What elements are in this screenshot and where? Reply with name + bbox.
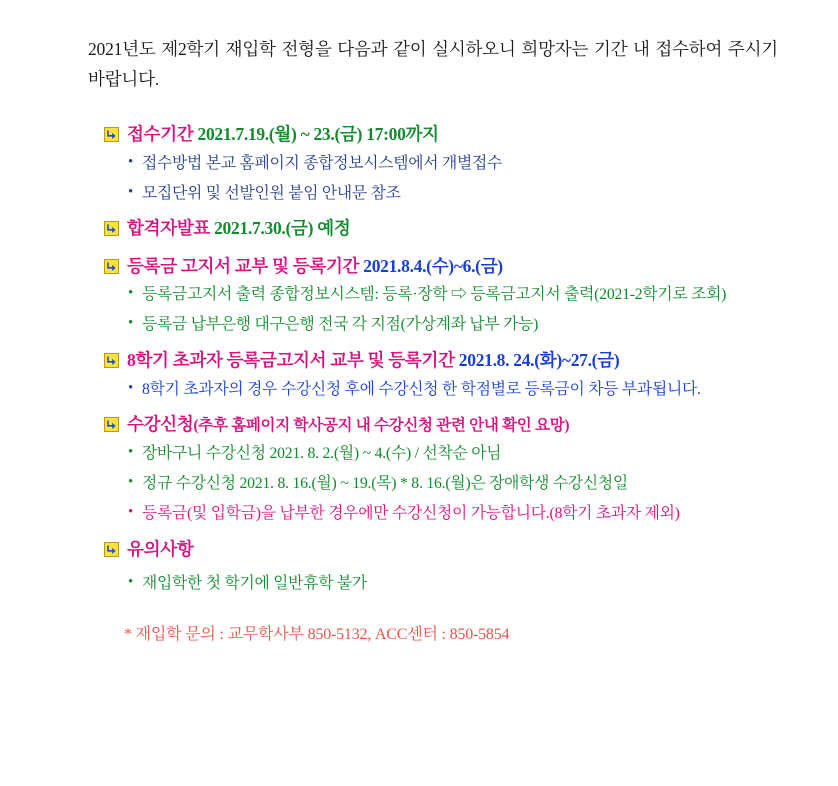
list-item: • 모집단위 및 선발인원 붙임 안내문 참조 <box>128 182 778 207</box>
section-heading-text <box>127 412 569 437</box>
heading-segment: 8학기 초과자 등록금고지서 교부 및 등록기간 <box>127 350 459 371</box>
arrow-down-right-icon <box>104 221 119 236</box>
list-item: • 등록금고지서 출력 종합정보시스템: 등록·장학 ⇨ 등록금고지서 출력(2021-2학기로 조회) <box>128 283 778 308</box>
list-item: • 재입학한 첫 학기에 일반휴학 불가 <box>128 572 778 597</box>
list-item: • 정규 수강신청 2021. 8. 16.(월) ~ 19.(목) * 8. 16.(월)은 장애학생 수강신청일 <box>128 472 778 497</box>
section-heading-row <box>88 254 778 279</box>
list-item: • 등록금 납부은행 대구은행 전국 각 지점(가상계좌 납부 가능) <box>128 313 778 338</box>
list-item: • 등록금(및 입학금)을 납부한 경우에만 수강신청이 가능합니다.(8학기 초과자 제외) <box>128 502 778 527</box>
section-heading-text <box>127 122 439 147</box>
arrow-down-right-icon <box>104 127 119 142</box>
heading-segment: 수강신청 <box>127 414 194 435</box>
heading-segment-note: (추후 홈페이지 학사공지 내 수강신청 관련 안내 확인 요망) <box>193 417 570 435</box>
bullet-list <box>88 572 778 597</box>
section-heading-row <box>88 216 778 241</box>
section-heading-row <box>88 412 778 437</box>
section-heading-text <box>127 216 350 241</box>
intro-paragraph: 2021년도 제2학기 재입학 전형을 다음과 같이 실시하오니 희망자는 기간 내 접수하여 주시기 바랍니다. <box>88 39 778 90</box>
heading-segment: 유의사항 <box>127 538 194 559</box>
section-course-registration <box>88 412 778 526</box>
section-heading-text <box>127 254 503 279</box>
list-item: • 8학기 초과자의 경우 수강신청 후에 수강신청 한 학점별로 등록금이 차등 부과됩니다. <box>128 378 778 403</box>
heading-segment: 등록금 고지서 교부 및 등록기간 <box>127 255 364 276</box>
section-tuition-bill-period <box>88 254 778 338</box>
bullet-list <box>88 283 778 338</box>
heading-segment: 접수기간 <box>127 124 198 145</box>
arrow-down-right-icon <box>104 353 119 368</box>
list-item: • 장바구니 수강신청 2021. 8. 2.(월) ~ 4.(수) / 선착순 아님 <box>128 442 778 467</box>
heading-segment: 2021.7.19.(월) ~ 23.(금) 17:00까지 <box>197 124 439 145</box>
list-item: • 접수방법 본교 홈페이지 종합정보시스템에서 개별접수 <box>128 152 778 177</box>
bullet-list <box>88 152 778 207</box>
heading-segment: 합격자발표 <box>127 218 215 239</box>
contact-note: * 재입학 문의 : 교무학사부 850-5132, ACC센터 : 850-5854 <box>124 626 510 644</box>
arrow-down-right-icon <box>104 259 119 274</box>
arrow-down-right-icon <box>104 417 119 432</box>
section-result-announcement <box>88 216 778 251</box>
heading-segment: 2021.8. 24.(화)~27.(금) <box>458 350 620 371</box>
section-application-period <box>88 122 778 206</box>
bullet-list <box>88 378 778 403</box>
section-heading-text <box>127 348 619 373</box>
bullet-list <box>88 442 778 527</box>
section-heading-row <box>88 348 778 373</box>
section-heading-row <box>88 122 778 147</box>
spacer <box>88 246 778 252</box>
section-heading-text <box>127 537 193 562</box>
heading-segment: 2021.8.4.(수)~6.(금) <box>363 255 503 276</box>
section-over-eight-semesters <box>88 348 778 402</box>
section-heading-row <box>88 537 778 562</box>
arrow-down-right-icon <box>104 542 119 557</box>
section-notice <box>88 537 778 597</box>
heading-segment: 2021.7.30.(금) 예정 <box>214 218 351 239</box>
